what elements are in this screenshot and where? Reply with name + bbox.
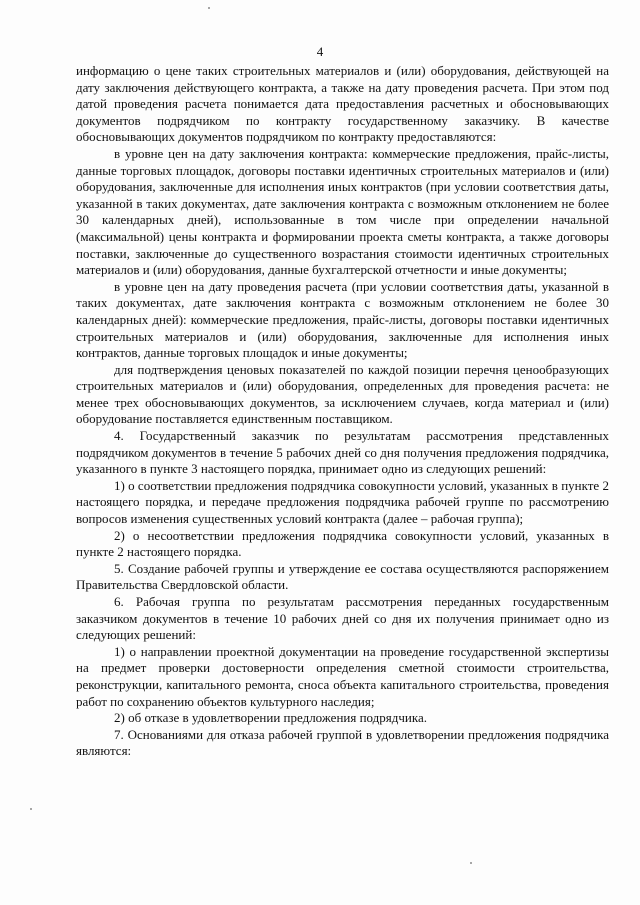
scan-speck	[470, 862, 472, 864]
paragraph: в уровне цен на дату заключения контракта: коммерческие предложения, прайс-листы, данные торговых площадок, договоры поставки идентичных строительных материалов и (или) оборудования, заключенные для исполнения иных контрактов (при условии соответствия даты, указанной в таких документах, дате заключения контракта с возможным отклонением не более 30 календарных дней), использованные в том числе при определении начальной (максимальной) цены контракта и формировании проекта сметы контракта, а также договоры поставки, заключенные до существенного возрастания стоимости идентичных строительных материалов и (или) оборудования, данные бухгалтерской отчетности и иные документы;	[76, 145, 609, 278]
paragraph: 5. Создание рабочей группы и утверждение ее состава осуществляются распоряжением Правительства Свердловской области.	[76, 560, 609, 593]
scan-speck	[30, 808, 32, 810]
paragraph: 6. Рабочая группа по результатам рассмотрения переданных государственным заказчиком документов в течение 10 рабочих дней со дня их получения принимает одно из следующих решений:	[76, 594, 609, 643]
paragraph: информацию о цене таких строительных материалов и (или) оборудования, действующей на дату заключения действующего контракта, а также на дату проведения расчета. При этом под датой проведения расчета понимается дата предоставления расчетных и обосновывающих документов подрядчиком по контракту государственному заказчику. В качестве обосновывающих документов подрядчиком по контракту предоставляются:	[76, 63, 609, 145]
list-item: 1) о направлении проектной документации на проведение государственной экспертизы на предмет проверки достоверности определения сметной стоимости строительства, реконструкции, капитального ремонта, сноса объекта капитального строительства, проведения работ по сохранению объектов культурного наследия;	[76, 643, 609, 709]
list-item: 1) о соответствии предложения подрядчика совокупности условий, указанных в пункте 2 настоящего порядка, и передаче предложения подрядчика рабочей группе по рассмотрению вопросов изменения существенных условий контракта (далее – рабочая группа);	[76, 477, 609, 527]
paragraph: 4. Государственный заказчик по результатам рассмотрения представленных подрядчиком документов в течение 5 рабочих дней со дня получения предложения подрядчика, указанного в пункте 3 настоящего порядка, принимает одно из следующих решений:	[76, 428, 609, 477]
document-body	[76, 63, 609, 760]
page-number: 4	[316, 44, 324, 59]
paragraph: в уровне цен на дату проведения расчета (при условии соответствия даты, указанной в таких документах, дате заключения контракта с возможным отклонением не более 30 календарных дней): коммерческие предложения, прайс-листы, договоры поставки идентичных строительных материалов и (или) оборудования, заключенные для исполнения иных контрактов, данные торговых площадок и иные документы;	[76, 278, 609, 361]
scan-speck	[208, 7, 210, 9]
list-item: 2) об отказе в удовлетворении предложения подрядчика.	[114, 710, 428, 726]
paragraph: для подтверждения ценовых показателей по каждой позиции перечня ценообразующих строительных материалов и (или) оборудования, определенных для проведения расчета: не менее трех обосновывающих документов, за исключением случаев, когда материал и (или) оборудование поставляется единственным поставщиком.	[76, 361, 609, 427]
paragraph: 7. Основаниями для отказа рабочей группой в удовлетворении предложения подрядчика являются:	[76, 726, 609, 759]
list-item: 2) о несоответствии предложения подрядчика совокупности условий, указанных в пункте 2 настоящего порядка.	[76, 527, 609, 560]
